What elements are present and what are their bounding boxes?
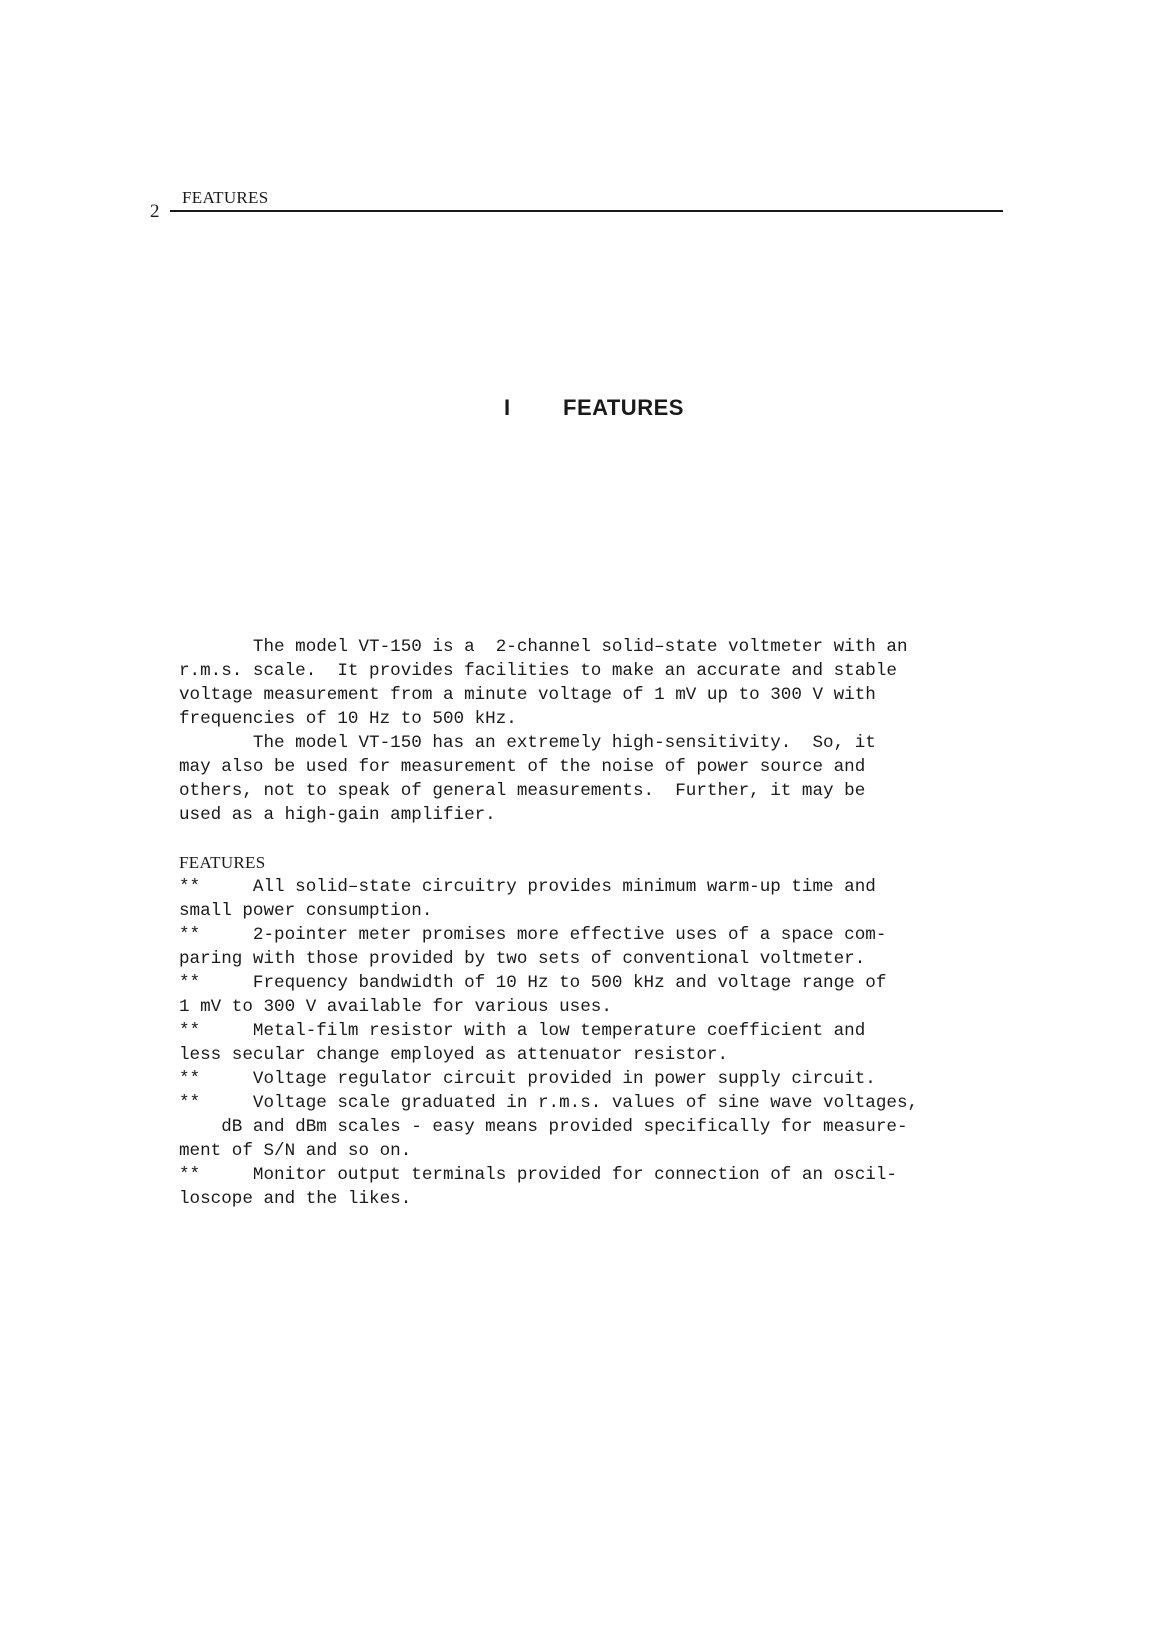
feature-line: 1 mV to 300 V available for various uses.	[179, 997, 612, 1017]
feature-line: ** Metal-film resistor with a low temperature coefficient and	[179, 1021, 866, 1041]
feature-line: less secular change employed as attenuator resistor.	[179, 1045, 729, 1065]
chapter-title: FEATURES	[563, 395, 684, 420]
feature-line: ** Voltage regulator circuit provided in power supply circuit.	[179, 1069, 876, 1089]
intro-line: r.m.s. scale. It provides facilities to make an accurate and stable	[179, 661, 897, 681]
intro-line: The model VT-150 has an extremely high-sensitivity. So, it	[179, 733, 876, 753]
running-title: FEATURES	[182, 188, 269, 207]
feature-line: paring with those provided by two sets of conventional voltmeter.	[179, 949, 866, 969]
intro-line: used as a high-gain amplifier.	[179, 805, 496, 825]
feature-line: loscope and the likes.	[179, 1189, 412, 1209]
intro-line: frequencies of 10 Hz to 500 kHz.	[179, 709, 517, 729]
feature-line: ment of S/N and so on.	[179, 1141, 412, 1161]
chapter-number: I	[504, 395, 511, 420]
features-label: FEATURES	[179, 853, 266, 872]
header-rule	[170, 210, 1003, 212]
intro-line: others, not to speak of general measurements. Further, it may be	[179, 781, 866, 801]
intro-line: The model VT-150 is a 2-channel solid–state voltmeter with an	[179, 637, 908, 657]
feature-line: dB and dBm scales - easy means provided specifically for measure-	[179, 1117, 908, 1137]
feature-line: ** 2-pointer meter promises more effective uses of a space com-	[179, 925, 887, 945]
intro-line: voltage measurement from a minute voltage of 1 mV up to 300 V with	[179, 685, 876, 705]
feature-line: ** All solid–state circuitry provides minimum warm-up time and	[179, 877, 876, 897]
page-number: 2	[150, 201, 160, 222]
feature-line: small power consumption.	[179, 901, 433, 921]
intro-line: may also be used for measurement of the noise of power source and	[179, 757, 866, 777]
feature-line: ** Monitor output terminals provided for connection of an oscil-	[179, 1165, 897, 1185]
feature-line: ** Voltage scale graduated in r.m.s. values of sine wave voltages,	[179, 1093, 919, 1113]
feature-line: ** Frequency bandwidth of 10 Hz to 500 kHz and voltage range of	[179, 973, 887, 993]
